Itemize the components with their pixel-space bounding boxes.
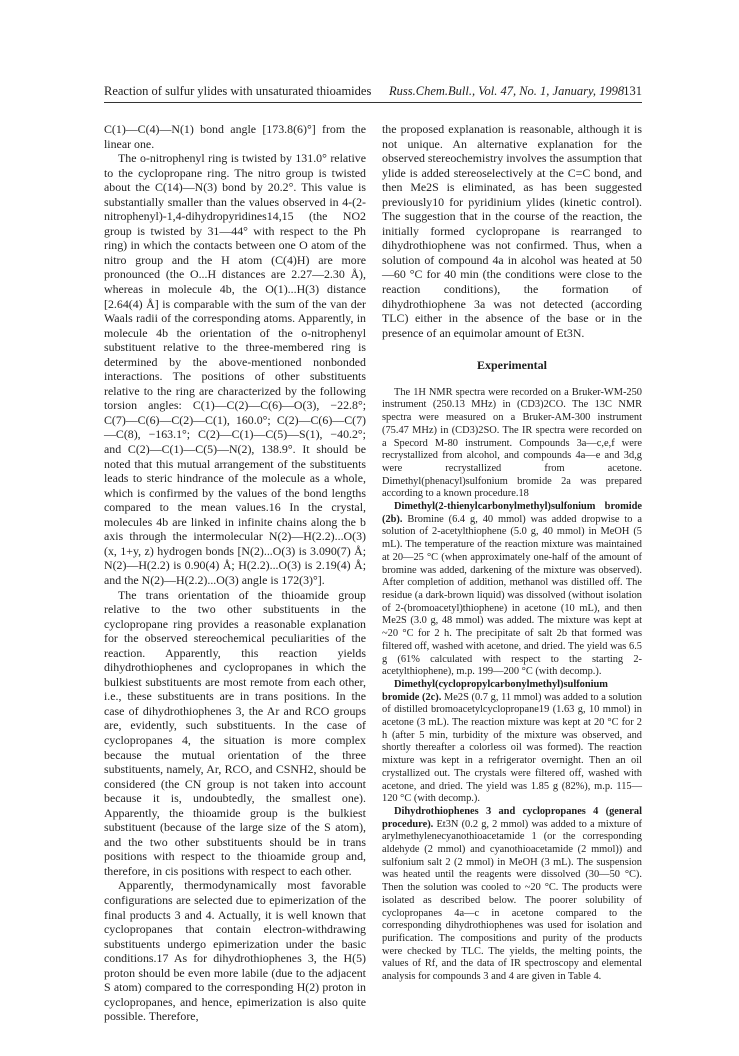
procedure-3-4-body: Et3N (0.2 g, 2 mmol) was added to a mixture of arylmethylenecyanothioacetamide 1 (or the corresponding aldehyde (2 mmol) and cyanothioacetamide (2 mmol)) and sulfonium salt 2 (2 mmol) in MeOH (3 mL). The suspension was heated until the reagents were dissolved (30—50 °C). Then the solution was cooled to ~20 °C. The products were isolated as described below. The poorer solubility of cyclopropanes 4a—c in acetone compared to the corresponding dihydrothiophenes was used for isolation and purification. The compositions and purity of the products were checked by TLC. The yields, the melting points, the values of Rf, and the data of IR spectroscopy and elemental analysis for compounds 3 and 4 are given in Table 4. [382, 818, 642, 983]
paragraph: the proposed explanation is reasonable, although it is not unique. An alternative explanation for the observed stereochemistry involves the assumption that ylide is added stereoselectively at the C=C bond, and then Me2S is eliminated, as has been suggested previously10 for pyridinium ylides (kinetic control). The suggestion that in the course of the reaction, the initially formed cyclopropane is rearranged to dihydrothiophene was not confirmed. Thus, when a solution of compound 4a in alcohol was heated at 50—60 °C for 40 min (the conditions were close to the reaction conditions), the formation of dihydrothiophene 3a was not detected (according TLC) either in the absence of the base or in the presence of an equimolar amount of Et3N. [382, 122, 642, 340]
procedure-2b-title: Dimethyl(2-thienylcarbonylmethyl)sulfonium bromide (2b). [382, 501, 642, 525]
procedure-2b-body: Bromine (6.4 g, 40 mmol) was added dropwise to a solution of 2-acetylthiophene (5.0 g, 40 mmol) in MeOH (5 mL). The temperature of the reaction mixture was maintained at 20—25 °C (when approximately one-half of the amount of bromine was added, darkening of the mixture was observed). After completion of addition, methanol was distilled off. The residue (a dark-brown liquid) was dissolved (without isolation of 2-(bromoacetyl)thiophene) in acetone (10 mL), and then Me2S (3.0 g, 48 mmol) was added. The mixture was kept at ~20 °C for 2 h. The precipitate of salt 2b that formed was filtered off, washed with acetone, and dried. The yield was 6.5 g (61% calculated with respect to the starting 2-acetylthiophene), m.p. 199—200 °C (with decomp.). [382, 513, 642, 678]
experimental-general: The 1H NMR spectra were recorded on a Bruker-WM-250 instrument (250.13 MHz) in (CD3)2CO. The 13C NMR spectra were measured on a Bruker-AM-300 instrument (75.47 MHz) in (CD3)2SO. The IR spectra were recorded on a Specord M-80 instrument. Compounds 3a—c,e,f were recrystallized from alcohol, and compounds 4a—e and 3d,g were recrystallized from acetone. Dimethyl(phenacyl)sulfonium bromide 2a was prepared according to a known procedure.18 [382, 386, 642, 500]
paragraph: Apparently, thermodynamically most favorable configurations are selected due to epimerization of the final products 3 and 4. Actually, it is well known that cyclopropanes that contain electron-withdrawing substituents undergo epimerization under the basic conditions.17 As for dihydrothiophenes 3, the H(5) proton should be even more labile (due to the adjacent S atom) compared to the corresponding H(2) proton in cyclopropanes, and hence, epimerization is also quite possible. Therefore, [104, 878, 366, 1024]
paragraph: C(1)—C(4)—N(1) bond angle [173.8(6)°] from the linear one. [104, 122, 366, 151]
paragraph: The o-nitrophenyl ring is twisted by 131.0° relative to the cyclopropane ring. The nitro group is twisted about the C(14)—N(3) bond by 20.2°. This value is substantially smaller than the values observed in 4-(2-nitrophenyl)-1,4-dihydropyridines14,15 (the NO2 group is twisted by 31—44° with respect to the Ph ring) in which the contacts between one O atom of the nitro group and the H atom (C(4)H) are more pronounced (the O...H distances are 2.27—2.30 Å), whereas in molecule 4b, the O(1)...H(3) distance [2.64(4) Å] is comparable with the sum of the van der Waals radii of the corresponding atoms. Apparently, in molecule 4b the orientation of the o-nitrophenyl substituent relative to the three-membered ring is determined by the above-mentioned nonbonded interactions. The positions of other substituents relative to the ring are characterized by the following torsion angles: C(1)—C(2)—C(6)—O(3), −22.8°; C(7)—C(6)—C(2)—C(1), 160.0°; C(2)—C(6)—C(7)—C(8), −163.1°; C(2)—C(1)—C(5)—S(1), −40.2°; and C(2)—C(1)—C(5)—N(2), 138.9°. It should be noted that this mutual arrangement of the substituents leads to steric hindrance of the molecule as a whole, which is confirmed by the values of the bond lengths compared to the mean values.16 In the crystal, molecules 4b are linked in infinite chains along the b axis through the intermolecular N(2)—H(2.2)...O(3) (x, 1+y, z) hydrogen bonds [N(2)...O(3) is 3.090(7) Å; N(2)—H(2.2) is 0.90(4) Å; H(2.2)...O(3) is 2.19(4) Å; and the N(2)—H(2.2)...O(3) angle is 172(3)°]. [104, 151, 366, 587]
section-title-experimental: Experimental [477, 358, 547, 373]
procedure-2b [382, 501, 642, 679]
procedure-2c-body: Me2S (0.7 g, 11 mmol) was added to a solution of distilled bromoacetylcyclopropane19 (1.63 g, 10 mmol) in acetone (3 mL). The reaction mixture was kept at 20 °C for 2 h (after 5 min, turbidity of the mixture was observed, and shortly thereafter a colorless oil was formed). The reaction mixture was kept in a refrigerator overnight. Then an oil crystallized out. The crystals were filtered off, washed with acetone, and dried. The yield was 1.85 g (82%), m.p. 115—120 °C (with decomp.). [382, 691, 642, 805]
journal-citation: Russ.Chem.Bull., Vol. 47, No. 1, January, 1998 [389, 84, 625, 98]
paragraph: The trans orientation of the thioamide group relative to the two other substituents in the cyclopropane ring provides a reasonable explanation for the observed stereochemical peculiarities of the reaction. Apparently, this reaction yields dihydrothiophenes and cyclopropanes in which the bulkiest substituents are most remote from each other, i.e., these substituents are in trans positions. In the case of dihydrothiophenes 3, the Ar and RCO groups are, evidently, such substituents. In the case of cyclopropanes 4, the situation is more complex because the mutual orientation of the three substituents, namely, Ar, RCO, and CSNH2, should be considered (the CN group is not taken into account because it is, undoubtedly, the smallest one). Apparently, the thioamide group is the bulkiest substituent (because of the large size of the S atom), and the two other substituents should be in trans positions with respect to the thioamide group and, therefore, in cis positions with respect to each other. [104, 587, 366, 878]
running-header [104, 84, 642, 103]
right-column [382, 122, 642, 984]
procedure-2c [382, 679, 642, 806]
left-column [104, 122, 366, 1024]
procedure-3-4 [382, 806, 642, 984]
experimental-section [382, 387, 642, 984]
procedure-2c-title: Dimethyl(cyclopropylcarbonylmethyl)sulfonium bromide (2c). [382, 678, 608, 703]
page-number: 131 [623, 84, 642, 98]
running-title: Reaction of sulfur ylides with unsaturated thioamides [104, 84, 372, 98]
procedure-3-4-title: Dihydrothiophenes 3 and cyclopropanes 4 (general procedure). [382, 805, 642, 830]
